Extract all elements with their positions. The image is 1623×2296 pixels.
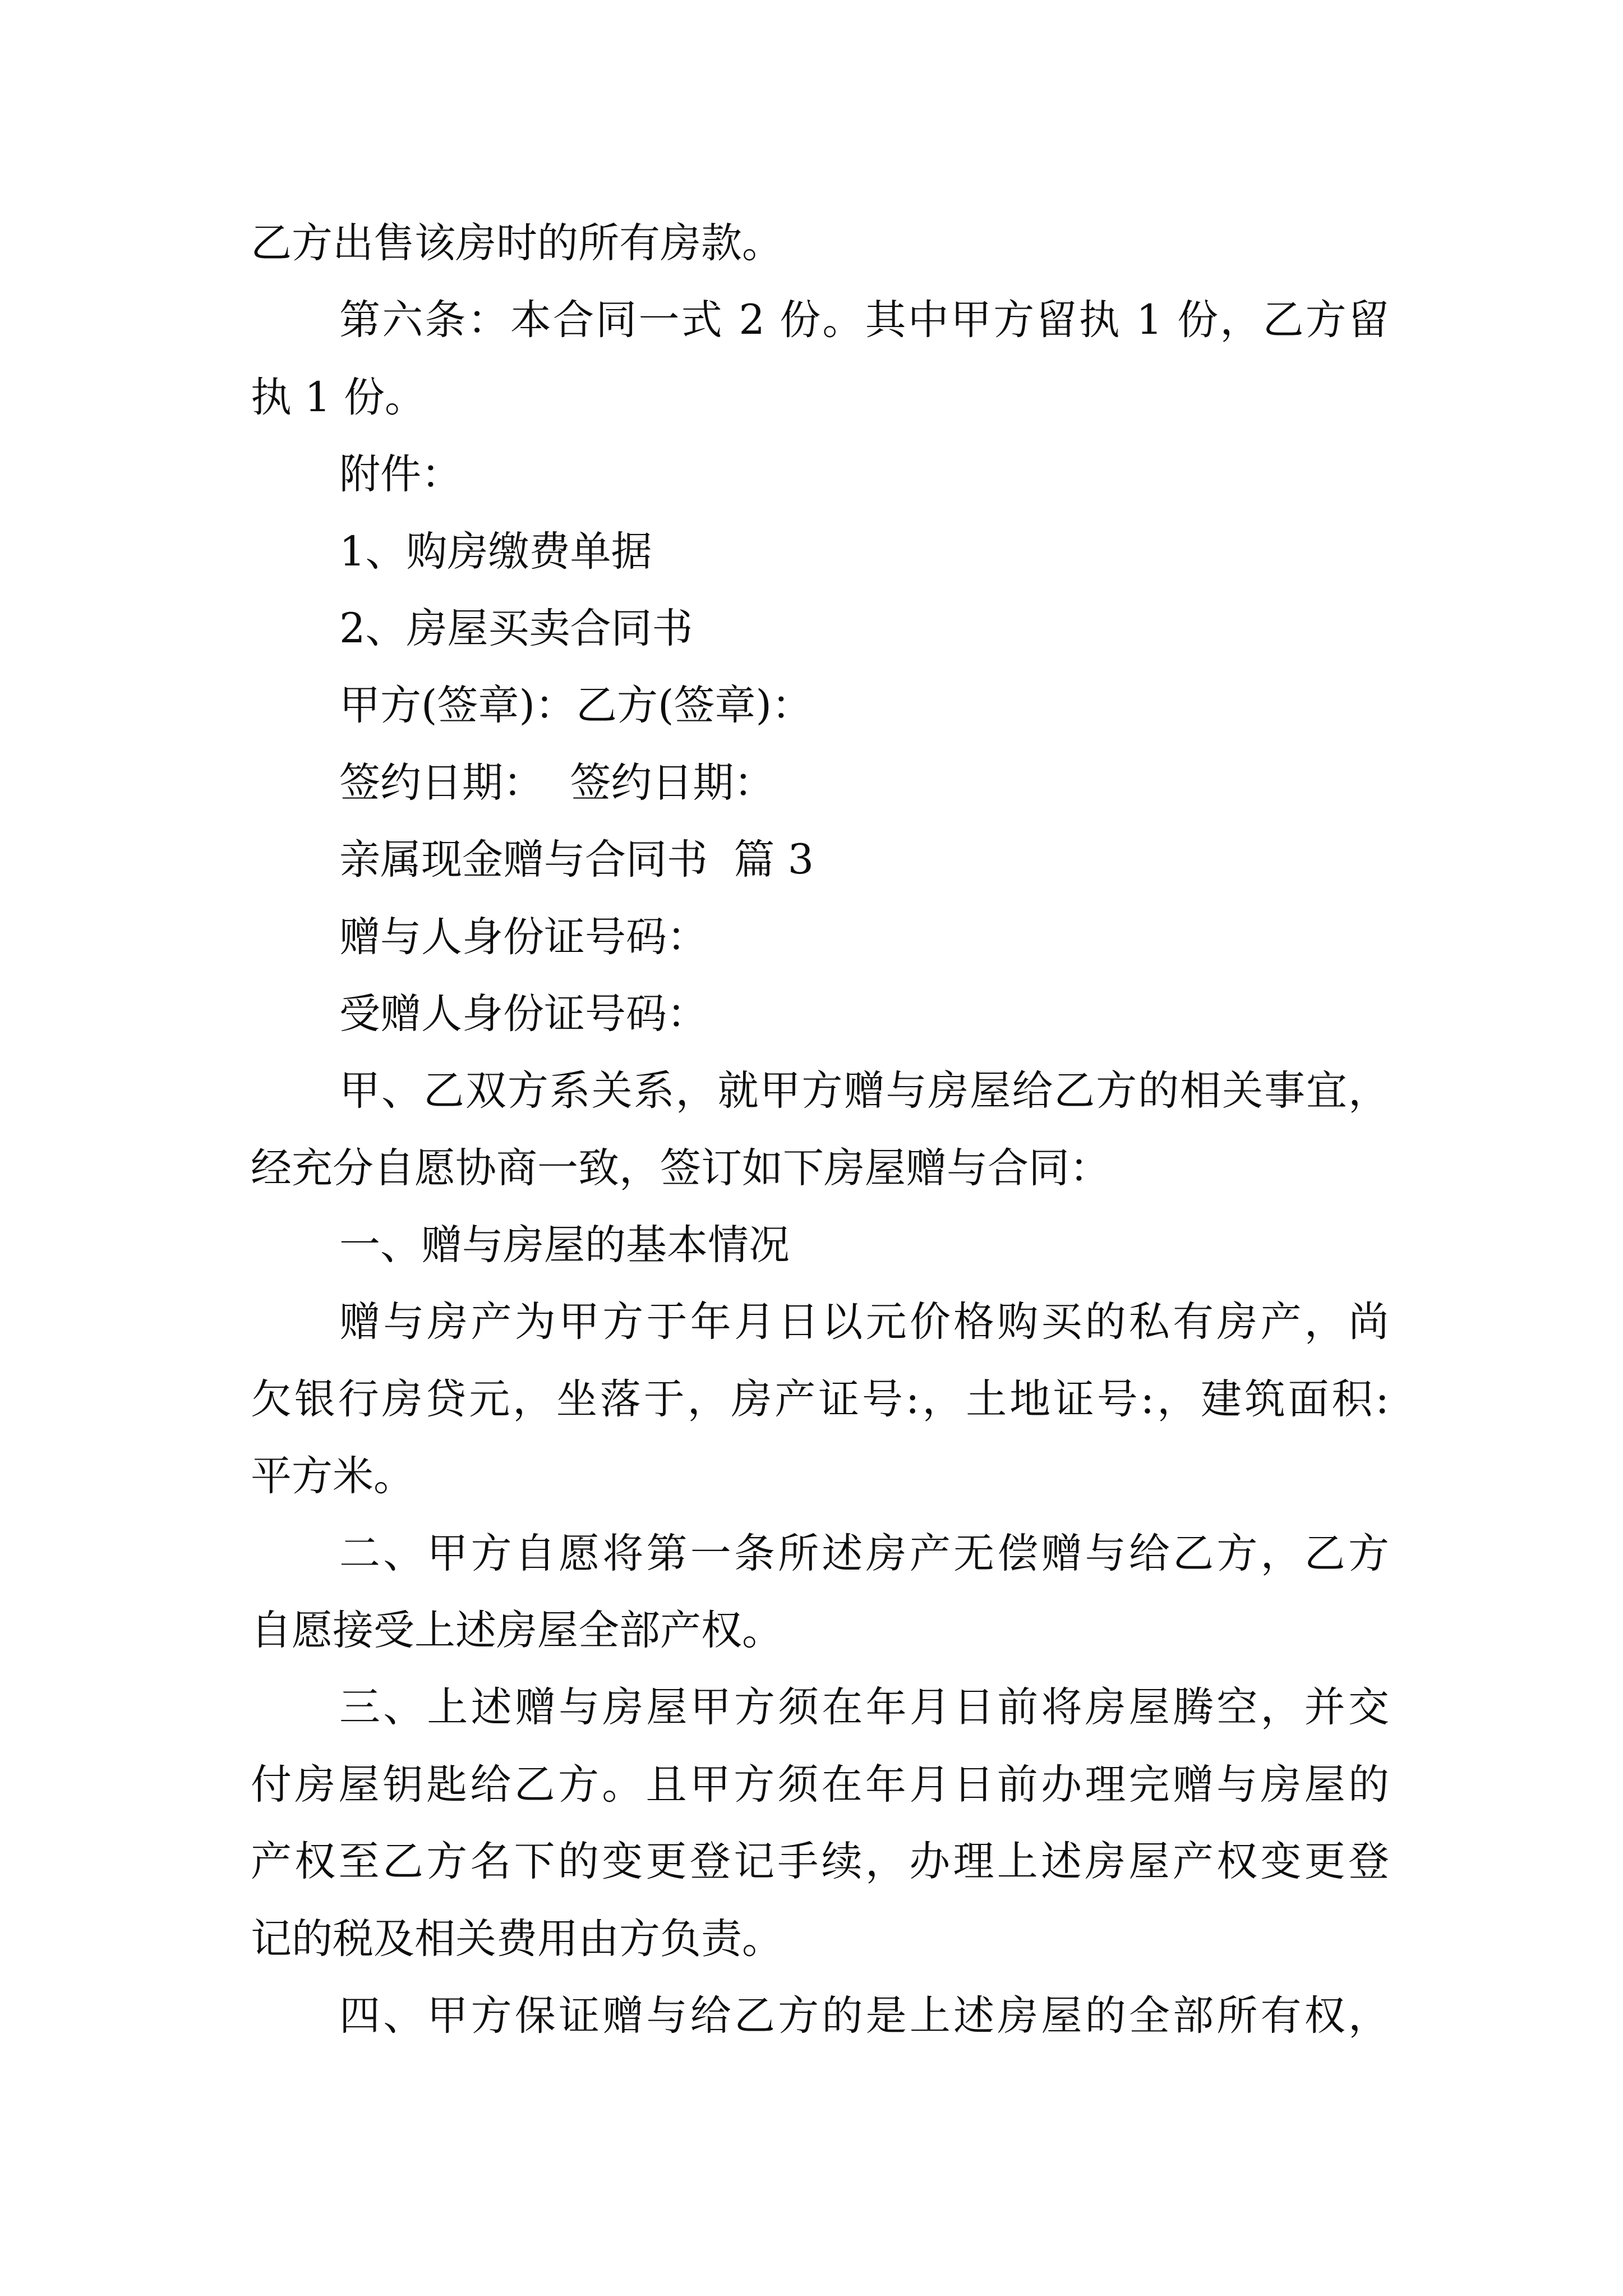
document-line: 执 1 份。 <box>251 373 426 421</box>
document-line: 三、上述赠与房屋甲方须在年月日前将房屋腾空，并交 <box>339 1683 1389 1732</box>
document-line: 甲、乙双方系关系，就甲方赠与房屋给乙方的相关事宜， <box>339 1067 1389 1115</box>
donee-id-line: 受赠人身份证号码： <box>339 990 708 1038</box>
document-line: 经充分自愿协商一致，签订如下房屋赠与合同： <box>251 1144 1110 1192</box>
document-line: 二、甲方自愿将第一条所述房产无偿赠与给乙方，乙方 <box>339 1529 1389 1577</box>
document-line: 平方米。 <box>251 1452 414 1501</box>
document-line: 欠银行房贷元，坐落于，房产证号:，土地证号:，建筑面积: <box>251 1375 1389 1423</box>
document-line: 赠与房产为甲方于年月日以元价格购买的私有房产，尚 <box>339 1298 1389 1346</box>
document-line: 乙方出售该房时的所有房款。 <box>251 219 783 267</box>
signing-date-line: 签约日期： 签约日期： <box>339 758 775 807</box>
document-line: 付房屋钥匙给乙方。且甲方须在年月日前办理完赠与房屋的 <box>251 1760 1389 1809</box>
document-line: 记的税及相关费用由方负责。 <box>251 1915 783 1963</box>
document-line: 自愿接受上述房屋全部产权。 <box>251 1607 783 1655</box>
attachments-label: 附件： <box>339 450 462 499</box>
attachment-item: 2、房屋买卖合同书 <box>339 604 693 652</box>
donor-id-line: 赠与人身份证号码： <box>339 913 708 961</box>
clause-six-line: 第六条：本合同一式 2 份。其中甲方留执 1 份，乙方留 <box>339 296 1389 344</box>
document-line: 产权至乙方名下的变更登记手续，办理上述房屋产权变更登 <box>251 1838 1389 1886</box>
document-line: 四、甲方保证赠与给乙方的是上述房屋的全部所有权， <box>339 1991 1389 2040</box>
document-page <box>251 205 1389 2054</box>
clause-heading: 一、赠与房屋的基本情况 <box>339 1221 790 1269</box>
section-title: 亲属现金赠与合同书 篇 3 <box>339 836 814 884</box>
signature-line: 甲方(签章)：乙方(签章)： <box>339 682 813 730</box>
attachment-item: 1、购房缴费单据 <box>339 527 652 576</box>
